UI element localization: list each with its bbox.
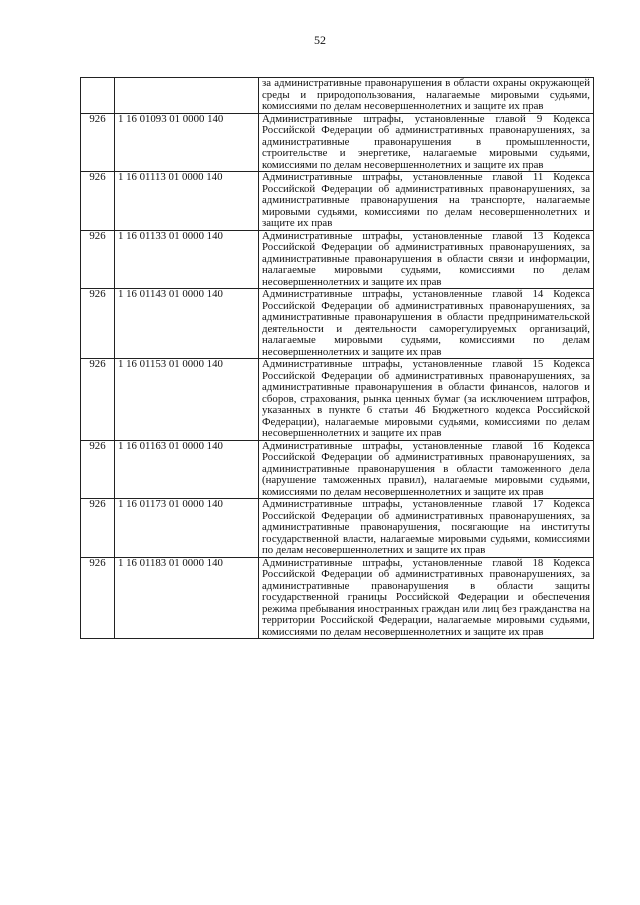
budget-code-cell: 1 16 01163 01 0000 140 [115,440,259,499]
admin-code-cell: 926 [81,440,115,499]
admin-code-cell: 926 [81,557,115,639]
description-cell: Административные штрафы, установленные главой 15 Кодекса Российской Федерации об административных правонарушениях, за административные правонарушения в области финансов, налогов и сборов, страхования, рынка ценных бумаг (за исключением штрафов, указанных в пункте 6 статьи 46 Бюджетного кодекса Российской Федерации), налагаемые мировыми судьями, комиссиями по делам несовершеннолетних и защите их прав [259,359,594,441]
description-cell: Административные штрафы, установленные главой 14 Кодекса Российской Федерации об административных правонарушениях, за административные правонарушения в области предпринимательской деятельности и деятельности саморегулируемых организаций, налагаемые мировыми судьями, комиссиями по делам несовершеннолетних и защите их прав [259,289,594,359]
table-row [81,230,594,289]
page-number: 52 [314,33,326,47]
budget-code-cell [115,78,259,114]
table-row [81,557,594,639]
budget-code-cell: 1 16 01133 01 0000 140 [115,230,259,289]
admin-code-cell [81,78,115,114]
admin-code-cell: 926 [81,113,115,172]
description-cell: Административные штрафы, установленные главой 9 Кодекса Российской Федерации об административных правонарушениях, за административные правонарушения в промышленности, строительстве и энергетике, налагаемые мировыми судьями, комиссиями по делам несовершеннолетних и защите их прав [259,113,594,172]
budget-code-cell: 1 16 01093 01 0000 140 [115,113,259,172]
description-cell: Административные штрафы, установленные главой 17 Кодекса Российской Федерации об административных правонарушениях, за административные правонарушения, посягающие на институты государственной власти, налагаемые мировыми судьями, комиссиями по делам несовершеннолетних и защите их прав [259,499,594,558]
budget-code-cell: 1 16 01153 01 0000 140 [115,359,259,441]
admin-code-cell: 926 [81,172,115,231]
table-row [81,499,594,558]
budget-code-cell: 1 16 01183 01 0000 140 [115,557,259,639]
description-cell: Административные штрафы, установленные главой 18 Кодекса Российской Федерации об административных правонарушениях, за административные правонарушения в области защиты государственной границы Российской Федерации и обеспечения режима пребывания иностранных граждан или лиц без гражданства на территории Российской Федерации, налагаемые мировыми судьями, комиссиями по делам несовершеннолетних и защите их прав [259,557,594,639]
budget-code-cell: 1 16 01173 01 0000 140 [115,499,259,558]
table-row [81,289,594,359]
table-row [81,113,594,172]
description-cell: Административные штрафы, установленные главой 13 Кодекса Российской Федерации об административных правонарушениях, за административные правонарушения в области связи и информации, налагаемые мировыми судьями, комиссиями по делам несовершеннолетних и защите их прав [259,230,594,289]
table-row [81,440,594,499]
admin-code-cell: 926 [81,359,115,441]
table-row [81,359,594,441]
table-row [81,172,594,231]
description-cell: за административные правонарушения в области охраны окружающей среды и природопользования, налагаемые мировыми судьями, комиссиями по делам несовершеннолетних и защите их прав [259,78,594,114]
description-cell: Административные штрафы, установленные главой 11 Кодекса Российской Федерации об административных правонарушениях, за административные правонарушения на транспорте, налагаемые мировыми судьями, комиссиями по делам несовершеннолетних и защите их прав [259,172,594,231]
budget-code-cell: 1 16 01143 01 0000 140 [115,289,259,359]
admin-code-cell: 926 [81,499,115,558]
admin-code-cell: 926 [81,230,115,289]
description-cell: Административные штрафы, установленные главой 16 Кодекса Российской Федерации об административных правонарушениях, за административные правонарушения в области таможенного дела (нарушение таможенных правил), налагаемые мировыми судьями, комиссиями по делам несовершеннолетних и защите их прав [259,440,594,499]
table-row [81,78,594,114]
budget-code-cell: 1 16 01113 01 0000 140 [115,172,259,231]
admin-code-cell: 926 [81,289,115,359]
budget-codes-table [80,77,594,639]
